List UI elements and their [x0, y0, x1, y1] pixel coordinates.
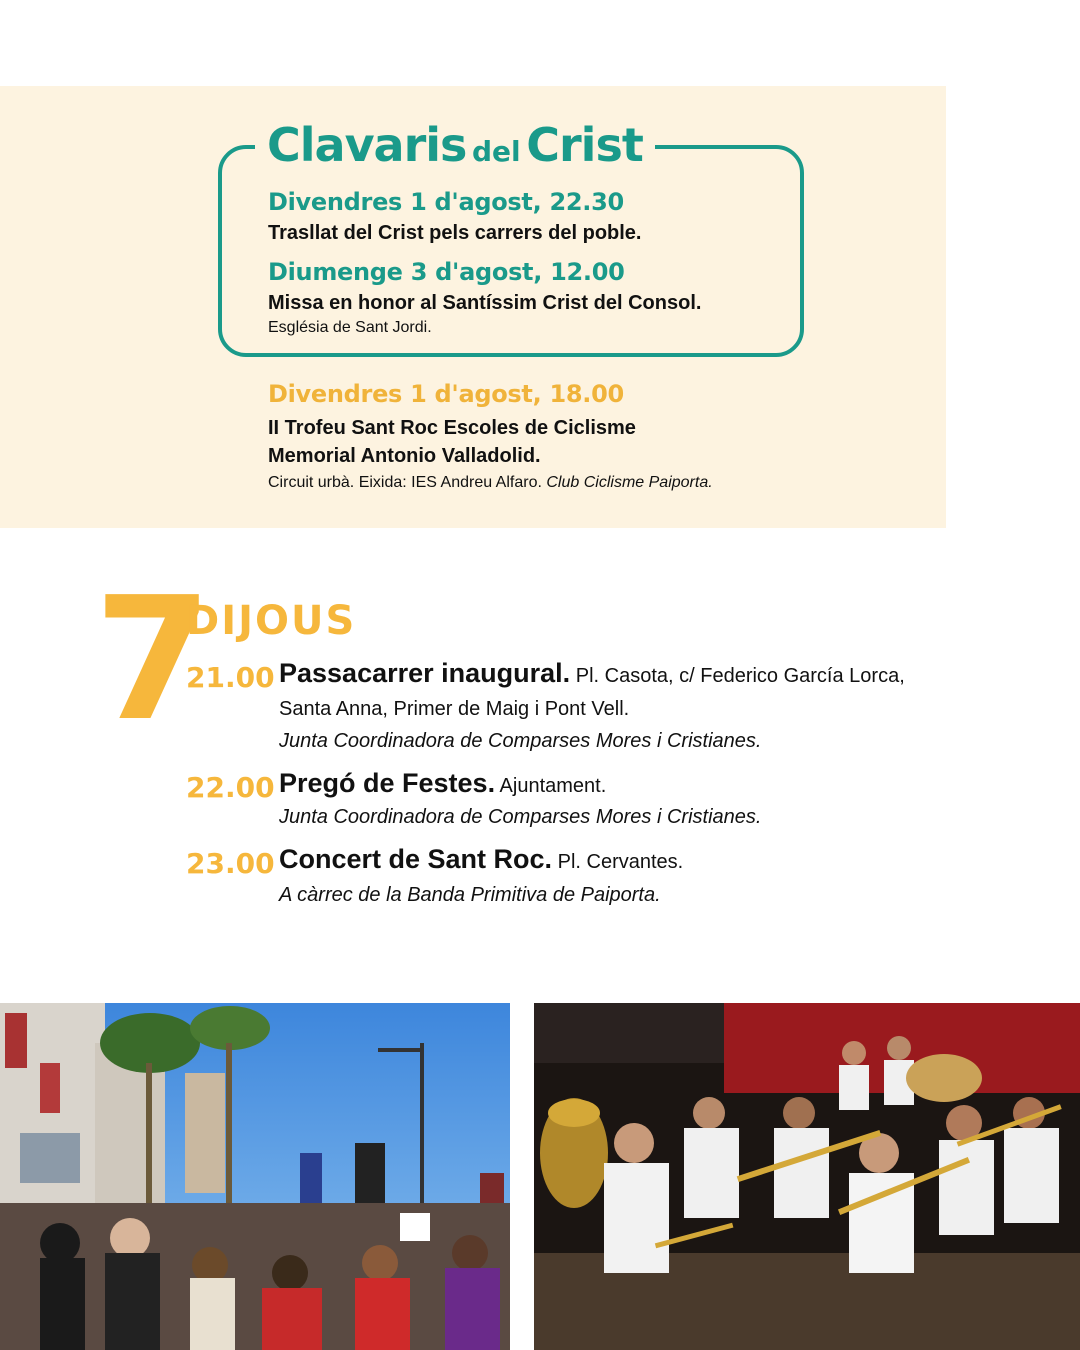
day-name: DIJOUS [186, 598, 357, 644]
event-1-line-1 [279, 658, 905, 689]
event-2-title: Pregó de Festes. [279, 768, 496, 798]
clavaris-title-c: Crist [526, 118, 643, 172]
event-1-title: Passacarrer inaugural. [279, 658, 571, 688]
day-number: 7 [94, 561, 207, 759]
cycling-title-2: Memorial Antonio Valladolid. [268, 445, 541, 467]
event-2-line-1 [279, 768, 606, 799]
clavaris-event-1-date: Divendres 1 d'agost, 22.30 [268, 188, 624, 216]
cycling-info [268, 474, 713, 492]
parade-photo [0, 1003, 510, 1350]
event-3-time: 23.00 [186, 847, 275, 880]
event-3-line-1 [279, 844, 683, 875]
event-1-time: 21.00 [186, 661, 275, 694]
event-1-place-1: Pl. Casota, c/ Federico García Lorca, [575, 665, 905, 687]
clavaris-title-a: Clavaris [267, 118, 467, 172]
event-1-place-2: Santa Anna, Primer de Maig i Pont Vell. [279, 698, 630, 720]
event-2-place: Ajuntament. [499, 775, 607, 797]
cycling-organizer: Club Ciclisme Paiporta. [546, 474, 713, 491]
event-3-title: Concert de Sant Roc. [279, 844, 553, 874]
cycling-date: Divendres 1 d'agost, 18.00 [268, 380, 624, 408]
event-3-place: Pl. Cervantes. [557, 851, 684, 873]
event-2-organizer: Junta Coordinadora de Comparses Mores i Cristianes. [279, 806, 762, 828]
event-2-time: 22.00 [186, 771, 275, 804]
clavaris-event-2-date: Diumenge 3 d'agost, 12.00 [268, 258, 625, 286]
clavaris-title-b: del [472, 135, 521, 168]
concert-photo [534, 1003, 1080, 1350]
event-1-organizer: Junta Coordinadora de Comparses Mores i Cristianes. [279, 730, 762, 752]
cycling-info-text: Circuit urbà. Eixida: IES Andreu Alfaro. [268, 474, 542, 491]
event-3-organizer: A càrrec de la Banda Primitiva de Paiporta. [279, 884, 661, 906]
clavaris-event-1-title: Trasllat del Crist pels carrers del poble. [268, 222, 642, 244]
clavaris-title [255, 118, 655, 172]
cycling-title-1: II Trofeu Sant Roc Escoles de Ciclisme [268, 417, 636, 439]
clavaris-event-2-title: Missa en honor al Santíssim Crist del Consol. [268, 292, 702, 314]
clavaris-event-2-place: Església de Sant Jordi. [268, 319, 432, 336]
